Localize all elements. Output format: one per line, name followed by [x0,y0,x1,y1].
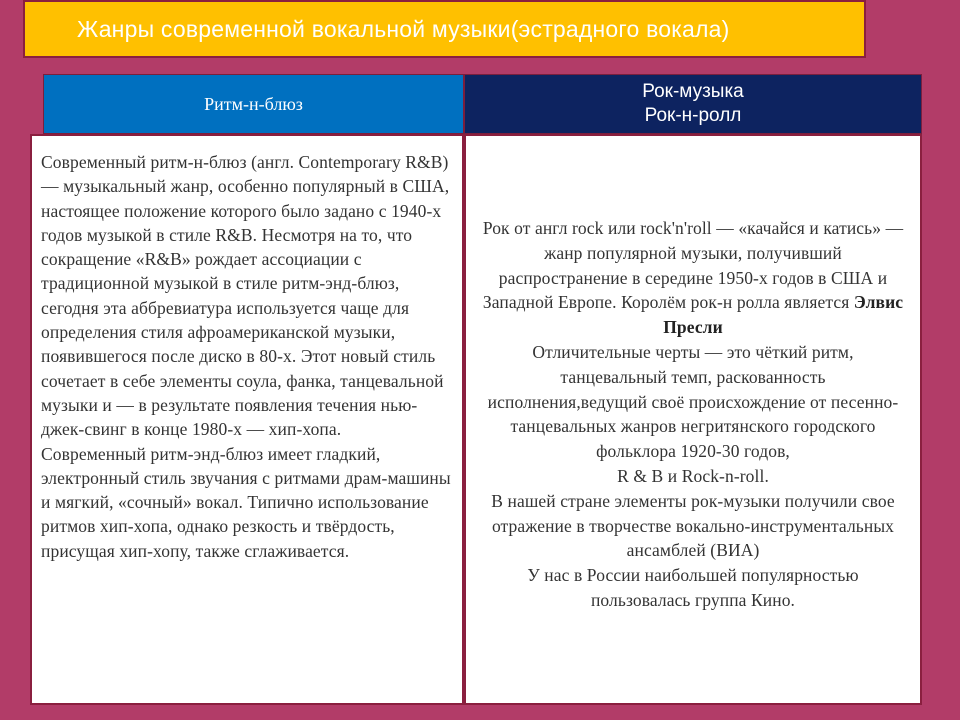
header-rock-line2: Рок-н-ролл [644,105,742,126]
elvis-presley-name: Элвис Пресли [663,292,904,338]
rock-paragraph-2: Отличительные черты — это чёткий ритм, танцевальный темп, раскованность исполнения,ведущий своё происхождение от песенно-танцевальных жанров негритянского городского фольклора 1920-30 годов, [487,341,899,462]
rock-paragraph-1 [480,216,906,340]
title-bar [23,0,866,58]
rock-paragraph-3: R & B и Rock-n-roll. [617,465,769,486]
rock-paragraph-5: У нас в России наибольшей популярностью пользовалась группа Кино. [527,565,859,610]
header-rnb [43,74,464,134]
header-rock-line1: Рок-музыка [642,81,744,102]
slide-title: Жанры современной вокальной музыки(эстрадного вокала) [77,15,730,42]
rock-paragraph-4: В нашей стране элементы рок-музыки получили свое отражение в творчестве вокально-инструментальных ансамблей (ВИА) [491,490,895,561]
header-rnb-label: Ритм-н-блюз [204,93,303,114]
header-rock [464,74,922,134]
rnb-paragraph-2: Современный ритм-энд-блюз имеет гладкий, электронный стиль звучания с ритмами драм-машины и мягкий, «сочный» вокал. Типично использование ритмов хип-хопа, однако резкость и твёрдость, присущая хип-хопу, также сглаживается. [41,443,451,561]
rnb-paragraph-1: Современный ритм-н-блюз (англ. Contemporary R&B) — музыкальный жанр, особенно популярный в США, настоящее положение которого было задано с 1940-х годов музыкой в стиле R&B. Несмотря на то, что сокращение «R&B» рождает ассоциации с традиционной музыкой в стиле ритм-энд-блюз, сегодня эта аббревиатура используется чаще для определения стиля афроамериканской музыки, появившегося после диско в 80-х. Этот новый стиль сочетает в себе элементы соула, фанка, танцевальной музыки и — в результате появления течения нью-джек-свинг в конце 1980-х — хип-хопа. [41,152,450,440]
rock-paragraph-1-text: Рок от англ rock или rock'n'roll — «качайся и катись» — жанр популярной музыки, получивший распространение в середине 1950-х годов в США и Западной Европе. Королём рок-н ролла является [482,218,904,313]
cell-rnb-description [30,134,464,705]
cell-rock-description [464,134,922,705]
